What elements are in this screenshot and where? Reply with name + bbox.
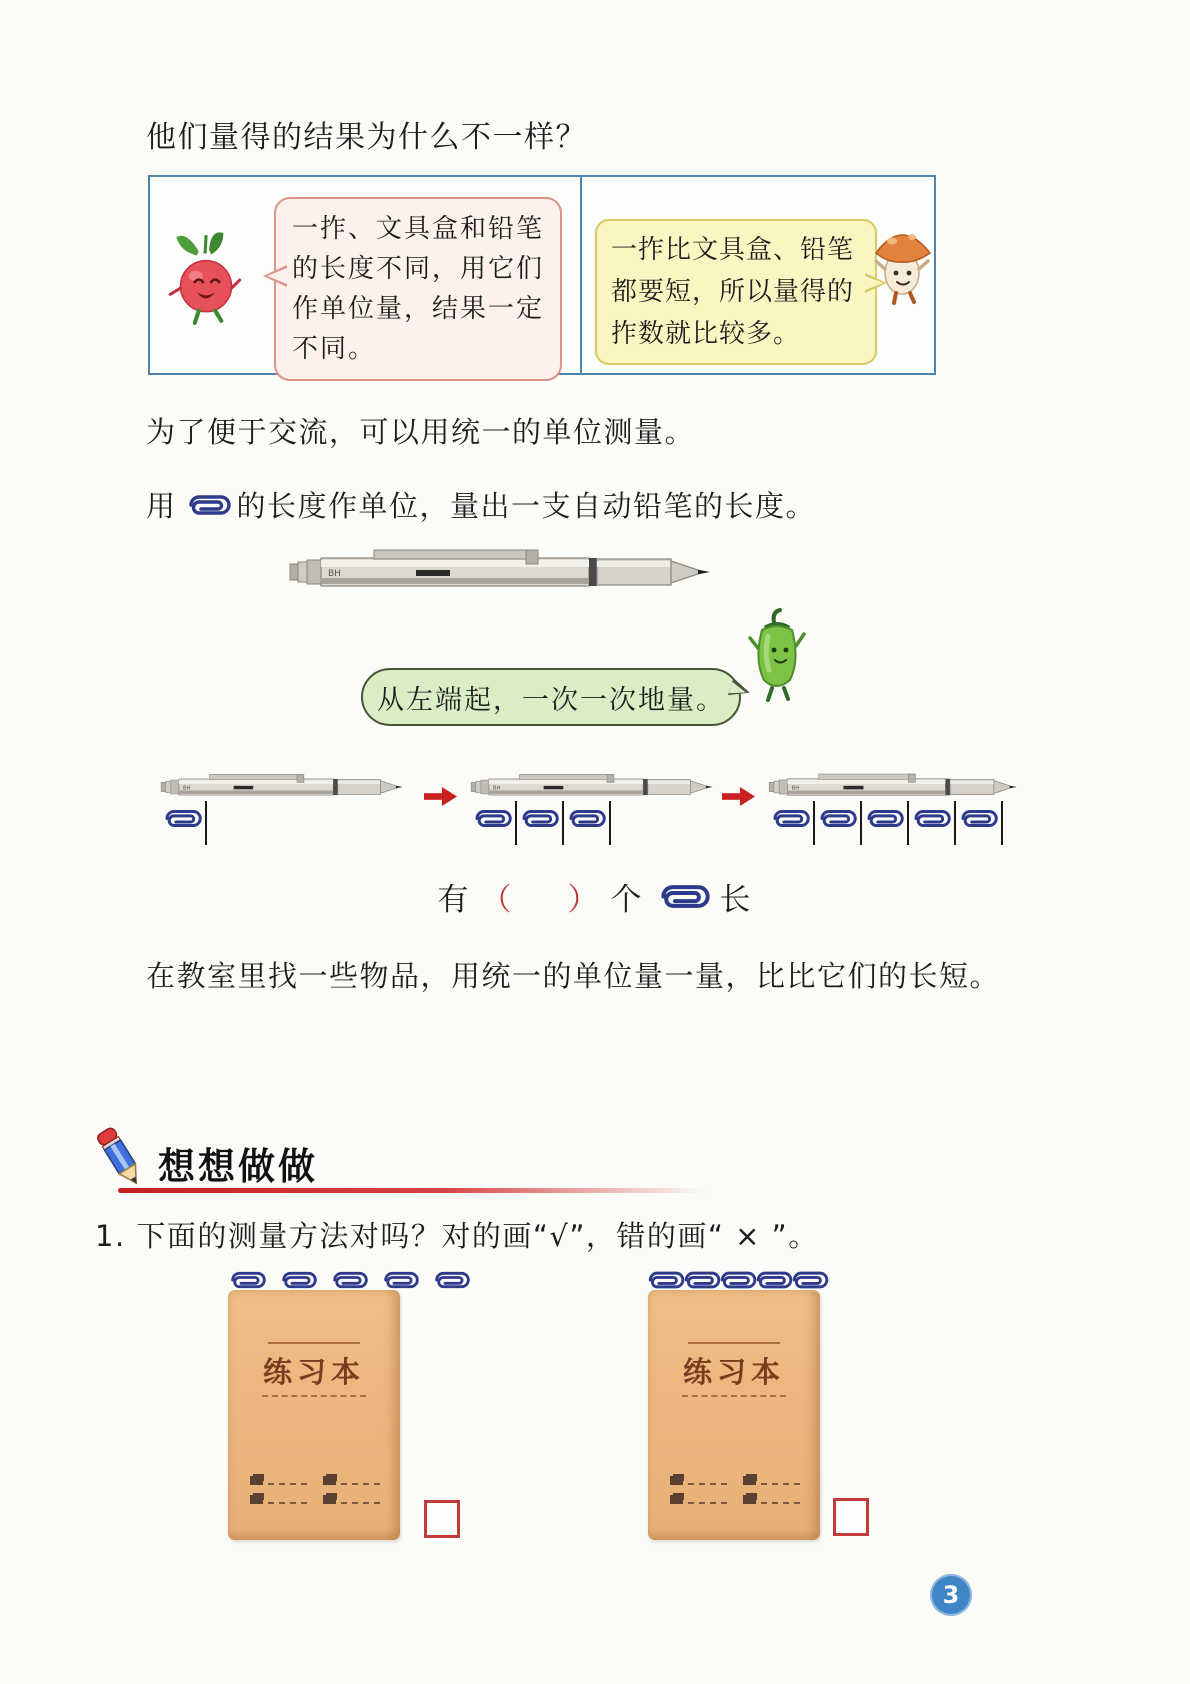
measure-step-1 — [160, 772, 404, 836]
notebook-fill-lines — [250, 1466, 380, 1504]
paperclip-icon — [430, 1268, 470, 1292]
answer-line — [0, 874, 1190, 919]
sentence-measure-unit — [146, 484, 816, 525]
radish-character — [168, 229, 244, 329]
pencil-image-small — [160, 772, 404, 802]
speech-bubble-right: 一拃比文具盒、铅笔都要短，所以量得的拃数就比较多。 — [595, 219, 877, 365]
notebook-title: 练习本 — [682, 1355, 785, 1389]
answer-box-b[interactable] — [833, 1498, 869, 1536]
clip-row-step-2 — [470, 806, 714, 836]
paperclip-icon — [379, 1268, 419, 1292]
section-title: 想想做做 — [158, 1145, 318, 1188]
paperclip — [277, 1268, 322, 1292]
paperclip-with-tick — [862, 806, 909, 836]
paperclip-with-tick — [470, 806, 517, 836]
tick-mark — [1001, 801, 1003, 845]
paperclip-icon — [654, 880, 710, 913]
mechanical-pencil-image — [288, 546, 712, 598]
paperclip — [328, 1268, 373, 1292]
page-number: 3 — [942, 1581, 960, 1609]
paperclip-icon — [815, 806, 857, 831]
paperclip-icon — [786, 1268, 830, 1292]
measure-suffix-text: 的长度作单位，量出一支自动铅笔的长度。 — [236, 489, 817, 523]
answer-ge-text: 个 — [610, 882, 644, 918]
arrow-right-icon — [722, 786, 756, 807]
paperclip-with-tick — [956, 806, 1003, 836]
answer-you-text: 有 — [437, 882, 471, 918]
answer-chang-text: 长 — [719, 882, 753, 918]
paperclip-icon — [328, 1268, 368, 1292]
mushroom-character — [872, 217, 934, 305]
paperclip — [786, 1268, 830, 1292]
notebook-b-titlebox — [648, 1342, 820, 1397]
paperclip-with-tick — [815, 806, 862, 836]
paperclip-with-tick — [160, 806, 207, 836]
speech-bubble-green — [361, 668, 741, 726]
question-1: 1. 下面的测量方法对吗？对的画“√”，错的画“ × ”。 — [95, 1219, 819, 1253]
notebook-b — [648, 1290, 820, 1540]
notebook-a — [228, 1290, 400, 1540]
paperclip-icon — [183, 491, 231, 519]
speech-bubble-left: 一拃、文具盒和铅笔的长度不同，用它们作单位量，结果一定不同。 — [274, 197, 562, 381]
pencil-icon — [92, 1124, 148, 1192]
measure-step-2 — [470, 772, 714, 836]
clip-row-step-1 — [160, 806, 404, 836]
dialog-divider — [580, 177, 582, 373]
paperclip-icon — [862, 806, 904, 831]
answer-open-paren: （ — [480, 882, 514, 918]
answer-close-paren: ） — [567, 882, 601, 918]
notebook-rule — [682, 1395, 786, 1397]
paperclip-icon — [909, 806, 951, 831]
notebook-b-clip-row — [642, 1268, 830, 1292]
paperclip-icon — [226, 1268, 266, 1292]
notebook-fill-lines — [670, 1466, 800, 1504]
arrow-right-icon — [424, 786, 458, 807]
paperclip-icon — [160, 806, 202, 831]
paperclip — [226, 1268, 271, 1292]
notebook-title: 练习本 — [262, 1355, 365, 1389]
paperclip-icon — [517, 806, 559, 831]
paperclip-with-tick — [909, 806, 956, 836]
paragraph-classroom: 在教室里找一些物品，用统一的单位量一量，比比它们的长短。 — [146, 959, 1001, 993]
notebook-a-clip-row — [226, 1268, 481, 1292]
paperclip-with-tick — [768, 806, 815, 836]
answer-box-a[interactable] — [424, 1500, 460, 1538]
paperclip-with-tick — [517, 806, 564, 836]
measure-prefix-text: 用 — [146, 489, 177, 523]
paperclip-icon — [768, 806, 810, 831]
notebook-rule — [688, 1342, 780, 1344]
page-number-badge — [930, 1574, 972, 1616]
paragraph-unified-unit: 为了便于交流，可以用统一的单位测量。 — [146, 415, 696, 449]
notebook-a-titlebox — [228, 1342, 400, 1397]
speech-bubble-green-text: 从左端起，一次一次地量。 — [377, 684, 725, 716]
paperclip-icon — [277, 1268, 317, 1292]
notebook-rule — [262, 1395, 366, 1397]
question-top: 他们量得的结果为什么不一样？ — [146, 120, 587, 155]
tick-mark — [205, 801, 207, 845]
notebook-rule — [268, 1342, 360, 1344]
paperclip — [430, 1268, 475, 1292]
paperclip-icon — [956, 806, 998, 831]
paperclip-icon — [470, 806, 512, 831]
dialog-box — [148, 175, 936, 375]
pepper-character — [748, 608, 806, 702]
section-underline — [118, 1188, 706, 1193]
clip-row-step-3 — [768, 806, 1018, 836]
paperclip-icon — [564, 806, 606, 831]
measure-step-3 — [768, 772, 1018, 836]
pencil-image-small — [470, 772, 714, 802]
tick-mark — [609, 801, 611, 845]
pencil-image-small — [768, 772, 1018, 802]
paperclip-with-tick — [564, 806, 611, 836]
paperclip — [379, 1268, 424, 1292]
